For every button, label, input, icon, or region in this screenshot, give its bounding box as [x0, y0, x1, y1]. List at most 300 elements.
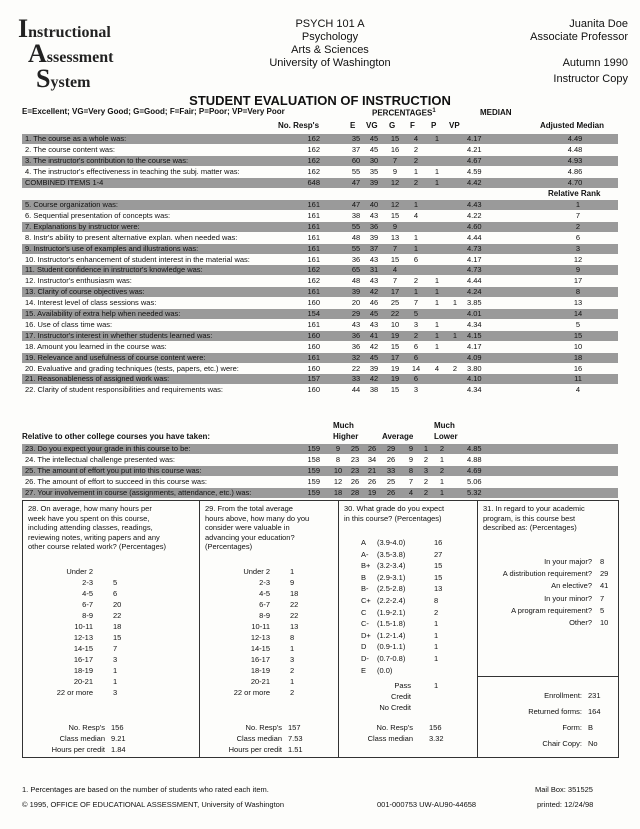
printed-date: printed: 12/24/98	[537, 800, 594, 809]
option-label: 12-13	[73, 633, 93, 642]
option-pct: 1	[290, 644, 295, 653]
median-value: 4.42	[467, 177, 482, 187]
grade-pct: 27	[434, 549, 443, 559]
pct-cell: 30	[369, 155, 379, 165]
pct-cell: 25	[390, 298, 400, 308]
item-label: 18. Amount you learned in the course was:	[25, 341, 167, 351]
option-pct: 2	[290, 666, 295, 675]
pct-cell: 60	[351, 155, 361, 165]
pct-cell: 36	[351, 330, 361, 340]
extra-pct: 1	[434, 681, 439, 690]
median-value: 4.44	[467, 276, 482, 286]
program-label: Other?	[569, 618, 592, 627]
grade-pct: 1	[434, 619, 439, 629]
header-e: E	[350, 121, 356, 130]
q29-box	[199, 500, 339, 758]
ias-logo	[18, 14, 114, 93]
stat-label: Hours per credit	[51, 745, 105, 754]
table-row	[22, 244, 618, 254]
grade-letter: D-	[361, 654, 369, 663]
pct-cell: 1	[434, 166, 440, 176]
college: Arts & Sciences	[291, 44, 369, 56]
question-text: 28. On average, how many hours per	[28, 504, 152, 513]
resp-count: 159	[307, 465, 320, 475]
pct-cell: 36	[351, 254, 361, 264]
pct-cell: 32	[351, 352, 361, 362]
logo-word-2: ssessment	[46, 49, 114, 66]
resp-count: 162	[307, 134, 320, 143]
pct-cell: 1	[434, 298, 440, 308]
pct-cell: 40	[369, 200, 379, 209]
pct-cell: 31	[369, 265, 379, 275]
pct-cell: 4	[408, 487, 414, 497]
resp-count: 161	[307, 200, 320, 209]
resp-count: 162	[307, 265, 320, 275]
pct-cell: 8	[335, 454, 341, 464]
stat-label: Form:	[562, 723, 582, 732]
course-info	[250, 18, 410, 70]
option-pct: 22	[290, 611, 299, 620]
pct-cell: 1	[434, 177, 440, 187]
stat-value: 156	[111, 723, 124, 732]
pct-cell: 34	[367, 454, 377, 464]
pct-cell: 2	[413, 276, 419, 286]
table-row	[22, 444, 618, 454]
median-value: 4.73	[467, 243, 482, 253]
median-value: 4.17	[467, 341, 482, 351]
relative-rank: 13	[573, 298, 583, 308]
item-label: 15. Availability of extra help when needed was:	[25, 309, 181, 318]
grade-range: (1.5-1.8)	[377, 619, 406, 629]
instructor-title: Associate Professor	[530, 31, 628, 43]
table-row	[22, 134, 618, 144]
pct-cell: 44	[351, 385, 361, 395]
pct-cell: 2	[413, 177, 419, 187]
resp-count: 159	[307, 487, 320, 497]
pct-cell: 39	[351, 287, 361, 297]
relative-rank: 12	[573, 254, 583, 264]
header-median: MEDIAN	[480, 108, 512, 117]
course-code: PSYCH 101 A	[295, 18, 365, 30]
relative-rank: 1	[575, 200, 581, 209]
grade-range: (0.0)	[377, 665, 393, 675]
pct-cell: 15	[390, 341, 400, 351]
table-row	[22, 353, 618, 363]
grade-pct: 2	[434, 607, 439, 617]
grade-letter: A	[361, 538, 367, 547]
question-text: in this course? (Percentages)	[344, 513, 442, 523]
header-g: G	[389, 121, 396, 130]
stat-label: Hours per credit	[228, 745, 282, 754]
question-text: hours above, how many do you	[205, 513, 310, 523]
pct-cell: 42	[369, 287, 379, 297]
grade-range: (2.2-2.4)	[377, 596, 406, 605]
stat-label: No. Resp's	[245, 723, 282, 732]
resp-count: 158	[307, 454, 320, 464]
pct-cell: 36	[351, 341, 361, 351]
pct-cell: 37	[351, 144, 361, 154]
relative-rank: 9	[575, 265, 581, 275]
option-label: 20-21	[250, 677, 270, 686]
option-pct: 2	[290, 688, 295, 697]
pct-cell: 2	[423, 454, 429, 464]
table-row	[22, 320, 618, 330]
pct-cell: 9	[392, 166, 398, 176]
resp-count: 159	[307, 444, 320, 453]
item-label: 6. Sequential presentation of concepts was:	[25, 210, 171, 220]
pct-cell: 2	[413, 330, 419, 340]
resp-count: 161	[307, 352, 320, 362]
table-row	[22, 145, 618, 155]
grade-range: (3.5-3.8)	[377, 549, 406, 559]
pct-cell: 1	[413, 287, 419, 297]
pct-cell: 48	[351, 276, 361, 286]
pct-cell: 2	[413, 144, 419, 154]
median-value: 4.69	[467, 465, 482, 475]
pct-cell: 1	[452, 330, 458, 340]
item-label: 2. The course content was:	[25, 144, 115, 154]
grade-letter: B+	[361, 561, 371, 571]
q31-box	[477, 500, 619, 758]
program-pct: 5	[600, 605, 605, 615]
median-value: 4.24	[467, 287, 482, 297]
option-label: 8-9	[259, 611, 270, 620]
program-pct: 41	[600, 581, 609, 591]
median-value: 4.34	[467, 385, 482, 395]
median-value: 4.85	[467, 444, 482, 453]
grade-pct: 1	[434, 642, 439, 652]
median-value: 4.17	[467, 254, 482, 264]
pct-cell: 18	[333, 487, 343, 497]
header-relative-rank: Relative Rank	[548, 189, 601, 198]
resp-count: 161	[307, 254, 320, 264]
q31-divider	[477, 676, 619, 677]
pct-cell: 45	[369, 309, 379, 318]
option-pct: 1	[113, 666, 118, 675]
option-label: 2-3	[259, 578, 270, 587]
pct-cell: 26	[350, 476, 360, 486]
option-label: 8-9	[82, 611, 93, 620]
table-row	[22, 233, 618, 243]
item-label: 26. The amount of effort to succeed in this course was:	[25, 476, 207, 486]
table-row	[22, 222, 618, 232]
stat-value: 3.32	[429, 734, 444, 743]
adjusted-median: 4.86	[567, 166, 583, 176]
pct-cell: 46	[369, 298, 379, 308]
pct-cell: 4	[392, 265, 398, 275]
relative-rank: 17	[573, 276, 583, 286]
program-pct: 10	[600, 618, 609, 627]
pct-cell: 35	[351, 134, 361, 143]
stat-label: Returned forms:	[528, 707, 582, 716]
pct-cell: 12	[390, 177, 400, 187]
copy-type: Instructor Copy	[553, 73, 628, 85]
item-label: 4. The instructor's effectiveness in teaching the subj. matter was:	[25, 166, 240, 176]
pct-cell: 7	[392, 155, 398, 165]
option-pct: 3	[290, 655, 295, 664]
question-text: other course related work? (Percentages)	[28, 542, 166, 551]
pct-cell: 36	[369, 221, 379, 231]
table-row	[22, 488, 618, 498]
item-label: 5. Course organization was:	[25, 200, 118, 209]
option-pct: 18	[113, 622, 122, 631]
item-label: 8. Instr's ability to present alternative explan. when needed was:	[25, 232, 238, 242]
table-row	[22, 156, 618, 166]
copyright: © 1995, OFFICE OF EDUCATIONAL ASSESSMENT, University of Washington	[22, 800, 284, 809]
table-row	[22, 287, 618, 297]
pct-cell: 17	[390, 352, 400, 362]
median-value: 4.21	[467, 144, 482, 154]
pct-cell: 29	[386, 444, 396, 453]
pct-cell: 6	[413, 254, 419, 264]
pct-cell: 26	[386, 487, 396, 497]
pct-cell: 37	[369, 243, 379, 253]
pct-cell: 15	[390, 210, 400, 220]
option-label: 2-3	[82, 578, 93, 587]
pct-cell: 4	[434, 363, 440, 373]
average-label: Average	[382, 432, 414, 441]
resp-count: 161	[307, 287, 320, 297]
relative-rank: 16	[573, 363, 583, 373]
option-pct: 9	[290, 578, 295, 587]
relative-rank: 4	[575, 385, 581, 395]
logo-letter-i: I	[18, 14, 29, 43]
question-text: consider were valuable in	[205, 523, 290, 532]
header-resp: No. Resp's	[278, 121, 320, 130]
table-row	[22, 385, 618, 395]
option-label: Under 2	[66, 567, 93, 576]
stat-label: Class median	[59, 734, 105, 743]
pct-cell: 26	[386, 454, 396, 464]
extra-label: No Credit	[379, 703, 411, 712]
resp-count: 160	[307, 298, 320, 308]
resp-count: 162	[307, 276, 320, 286]
pct-cell: 19	[367, 487, 377, 497]
option-label: 16-17	[73, 655, 93, 664]
item-label: 16. Use of class time was:	[25, 319, 113, 329]
program-label: A distribution requirement?	[502, 569, 592, 579]
item-label: 19. Relevance and usefulness of course content were:	[25, 352, 206, 362]
table-row	[22, 331, 618, 341]
question-text: including attending classes, readings,	[28, 523, 153, 532]
header-percentages	[372, 108, 436, 118]
grade-letter: A-	[361, 549, 369, 559]
pct-cell: 33	[351, 374, 361, 384]
pct-cell: 21	[367, 465, 377, 475]
pct-cell: 1	[434, 341, 440, 351]
option-label: 6-7	[82, 600, 93, 609]
pct-cell: 39	[369, 363, 379, 373]
item-label: 27. Your involvement in course (assignments, attendance, etc.) was:	[25, 487, 252, 497]
pct-cell: 7	[392, 243, 398, 253]
table-row	[22, 466, 618, 476]
logo-word-3: ystem	[50, 74, 91, 91]
relative-rank: 7	[575, 210, 581, 220]
grade-letter: D	[361, 642, 367, 652]
pct-cell: 6	[413, 341, 419, 351]
header-percentages-label: PERCENTAGES	[372, 108, 433, 118]
question-text: (Percentages)	[205, 542, 253, 551]
resp-count: 162	[307, 155, 320, 165]
pct-cell: 19	[390, 330, 400, 340]
stat-label: Chair Copy:	[542, 739, 582, 748]
option-pct: 5	[113, 578, 118, 587]
grade-pct: 15	[434, 561, 443, 571]
median-value: 5.32	[467, 487, 482, 497]
item-label: COMBINED ITEMS 1-4	[25, 177, 104, 187]
pct-cell: 23	[350, 454, 360, 464]
question-text: described as: (Percentages)	[483, 523, 577, 532]
option-label: 6-7	[259, 600, 270, 609]
pct-cell: 45	[369, 352, 379, 362]
program-label: In your major?	[544, 557, 592, 566]
instructor-name: Juanita Doe	[569, 18, 628, 30]
pct-cell: 1	[423, 444, 429, 453]
option-pct: 6	[113, 589, 118, 598]
item-label: 11. Student confidence in instructor's knowledge was:	[25, 265, 203, 275]
median-value: 4.10	[467, 374, 482, 384]
resp-count: 161	[307, 210, 320, 220]
grade-range: (2.9-3.1)	[377, 572, 406, 582]
median-value: 4.67	[467, 155, 482, 165]
much-lower-1: Much	[434, 421, 455, 430]
pct-cell: 55	[351, 221, 361, 231]
pct-cell: 48	[351, 232, 361, 242]
resp-count: 157	[307, 374, 320, 384]
table-row	[22, 298, 618, 308]
logo-letter-s: S	[36, 64, 51, 93]
pct-cell: 15	[390, 254, 400, 264]
footnote: 1. Percentages are based on the number of students who rated each item.	[22, 785, 269, 794]
option-pct: 1	[290, 677, 295, 686]
table-row	[22, 477, 618, 487]
pct-cell: 25	[386, 476, 396, 486]
much-lower-2: Lower	[434, 432, 458, 441]
stat-value: 1.84	[111, 745, 126, 754]
pct-cell: 7	[392, 276, 398, 286]
pct-cell: 45	[369, 144, 379, 154]
pct-cell: 1	[439, 487, 445, 497]
adjusted-median: 4.70	[567, 177, 583, 187]
pct-cell: 55	[351, 166, 361, 176]
option-pct: 15	[113, 633, 122, 642]
table-row	[22, 211, 618, 221]
department: Psychology	[301, 31, 359, 43]
question-text: 29. From the total average	[205, 504, 293, 513]
question-text: 31. In regard to your academic	[483, 504, 585, 513]
stat-value: 231	[588, 691, 601, 700]
median-value: 4.09	[467, 352, 482, 362]
pct-cell: 9	[408, 454, 414, 464]
footnote-mark: 1	[432, 108, 436, 114]
option-label: Under 2	[243, 567, 270, 576]
pct-cell: 12	[390, 200, 400, 209]
instructor-info	[470, 18, 628, 86]
stat-value: 9.21	[111, 734, 126, 743]
pct-cell: 65	[351, 265, 361, 275]
form-code: 001-000753 UW-AU90-44658	[377, 800, 477, 809]
pct-cell: 43	[369, 276, 379, 286]
grade-range: (1.2-1.4)	[377, 630, 406, 640]
term: Autumn 1990	[562, 57, 628, 69]
resp-count: 161	[307, 243, 320, 253]
median-value: 4.44	[467, 232, 482, 242]
pct-cell: 1	[413, 243, 419, 253]
pct-cell: 42	[369, 374, 379, 384]
program-label: An elective?	[551, 581, 592, 591]
q28-box	[22, 500, 200, 758]
grade-pct: 15	[434, 572, 443, 582]
median-value: 4.01	[467, 309, 482, 318]
stat-value: No	[588, 739, 598, 748]
pct-cell: 14	[411, 363, 421, 373]
median-value: 5.06	[467, 476, 482, 486]
pct-cell: 39	[369, 177, 379, 187]
item-label: 17. Instructor's interest in whether students learned was:	[25, 330, 213, 340]
relative-heading: Relative to other college courses you have taken:	[22, 432, 211, 441]
logo-letter-a: A	[28, 39, 47, 68]
grade-letter: C-	[361, 619, 369, 629]
pct-cell: 8	[408, 465, 414, 475]
header-vp: VP	[449, 121, 460, 130]
pct-cell: 20	[351, 298, 361, 308]
pct-cell: 10	[390, 319, 400, 329]
relative-rank: 14	[573, 309, 583, 318]
pct-cell: 3	[423, 465, 429, 475]
grade-letter: B-	[361, 584, 369, 594]
median-value: 4.17	[467, 134, 482, 143]
table-row	[22, 364, 618, 374]
option-pct: 20	[113, 600, 122, 609]
pct-cell: 19	[390, 374, 400, 384]
pct-cell: 10	[333, 465, 343, 475]
pct-cell: 26	[367, 444, 377, 453]
median-value: 4.15	[467, 330, 482, 340]
q30-box	[338, 500, 478, 758]
pct-cell: 6	[413, 352, 419, 362]
resp-count: 648	[307, 177, 320, 187]
median-value: 4.34	[467, 319, 482, 329]
pct-cell: 1	[439, 476, 445, 486]
much-higher-2: Higher	[333, 432, 359, 441]
grade-pct: 1	[434, 630, 439, 640]
question-text: 30. What grade do you expect	[344, 504, 445, 513]
resp-count: 154	[307, 309, 320, 318]
grade-pct: 13	[434, 584, 443, 594]
pct-cell: 9	[408, 444, 414, 453]
option-pct: 8	[290, 633, 295, 642]
relative-rank: 11	[574, 374, 582, 384]
pct-cell: 23	[350, 465, 360, 475]
item-label: 22. Clarity of student responsibilities and requirements was:	[25, 385, 224, 395]
resp-count: 160	[307, 341, 320, 351]
pct-cell: 1	[439, 454, 445, 464]
table-row	[22, 276, 618, 286]
resp-count: 159	[307, 476, 320, 486]
option-label: 18-19	[73, 666, 93, 675]
stat-value: 157	[288, 723, 301, 732]
pct-cell: 15	[390, 134, 400, 143]
header-adjusted-median: Adjusted Median	[540, 121, 605, 130]
program-label: A program requirement?	[511, 605, 592, 615]
program-pct: 7	[600, 593, 605, 603]
header-vg: VG	[366, 121, 378, 130]
relative-rank: 18	[573, 352, 583, 362]
grade-letter: C+	[361, 596, 371, 605]
item-label: 23. Do you expect your grade in this course to be:	[25, 444, 191, 453]
table-row	[22, 374, 618, 384]
resp-count: 160	[307, 363, 320, 373]
